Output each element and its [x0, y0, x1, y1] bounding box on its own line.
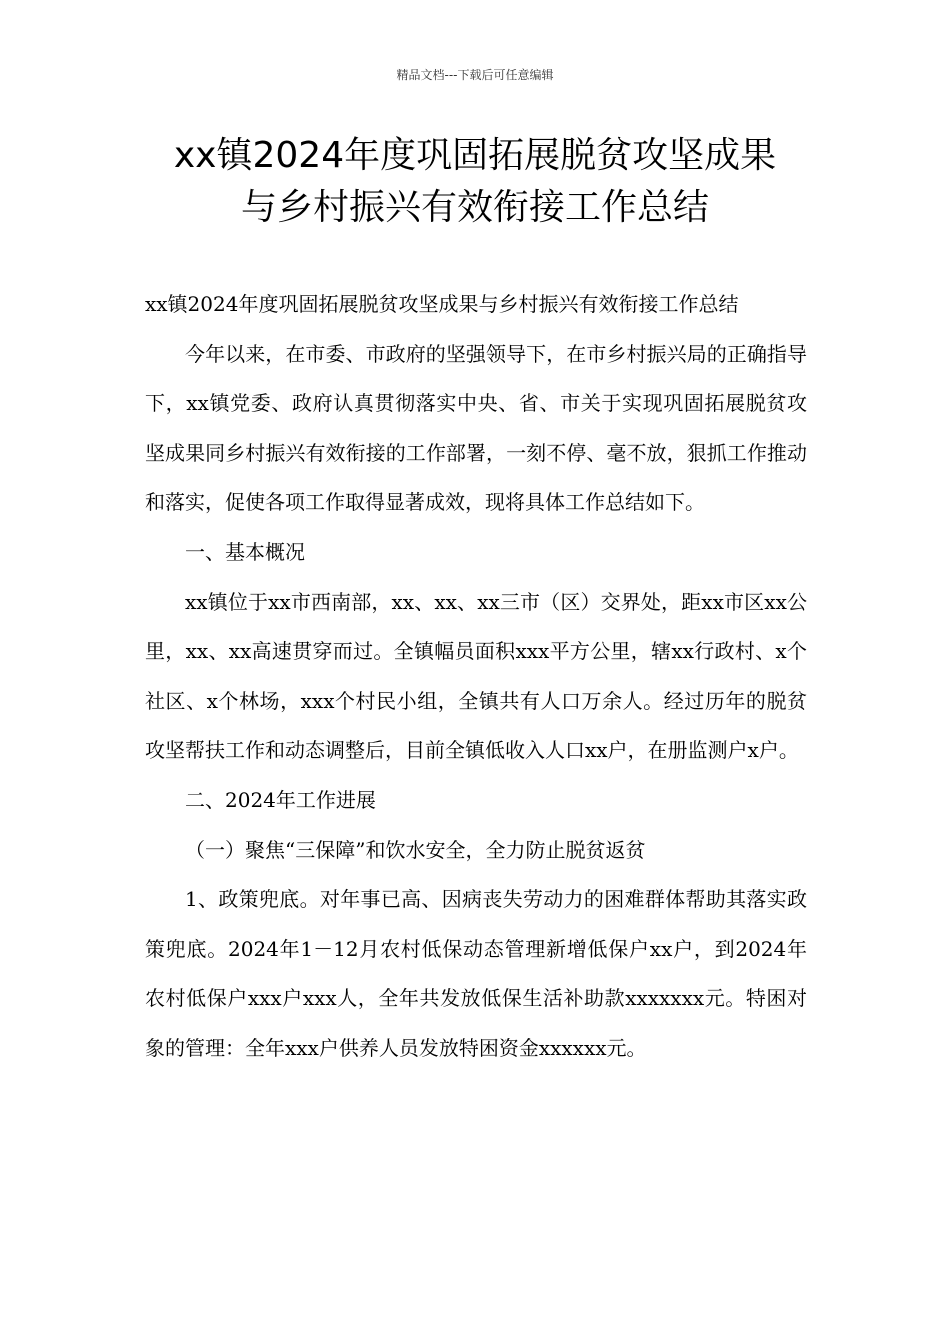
document-body: [145, 280, 807, 1074]
section-heading-overview: 一、基本概况: [185, 539, 305, 564]
document-title: [0, 130, 950, 234]
body-paragraph-repeat-title: xx镇2024年度巩固拓展脱贫攻坚成果与乡村振兴有效衔接工作总结: [145, 292, 739, 316]
body-paragraph-overview: xx镇位于xx市西南部，xx、xx、xx三市（区）交界处，距xx市区xx公里，xx、xx高速贯穿而过。全镇幅员面积xxx平方公里，辖xx行政村、x个社区、x个林场，xxx个村民小组，全镇共有人口万余人。经过历年的脱贫攻坚帮扶工作和动态调整后，目前全镇低收入人口xx户，在册监测户x户。: [145, 589, 807, 763]
section-heading-progress: 二、2024年工作进展: [185, 787, 376, 812]
body-paragraph-intro: 今年以来，在市委、市政府的坚强领导下，在市乡村振兴局的正确指导下，xx镇党委、政府认真贯彻落实中央、省、市关于实现巩固拓展脱贫攻坚成果同乡村振兴有效衔接的工作部署，一刻不停、毫不放，狠抓工作推动和落实，促使各项工作取得显著成效，现将具体工作总结如下。: [145, 341, 807, 515]
title-line-2: 与乡村振兴有效衔接工作总结: [240, 187, 709, 228]
header-note: 精品文档---下载后可任意编辑: [396, 68, 554, 82]
title-line-1: xx镇2024年度巩固拓展脱贫攻坚成果: [173, 135, 777, 176]
subsection-heading-1: （一）聚焦“三保障”和饮水安全，全力防止脱贫返贫: [185, 837, 646, 862]
body-paragraph-policy: 1、政策兜底。对年事已高、因病丧失劳动力的困难群体帮助其落实政策兜底。2024年1－12月农村低保动态管理新增低保户xx户，到2024年农村低保户xxx户xxx人，全年共发放低保生活补助款xxxxxxx元。特困对象的管理：全年xxx户供养人员发放特困资金xxxxxx元。: [145, 887, 807, 1060]
